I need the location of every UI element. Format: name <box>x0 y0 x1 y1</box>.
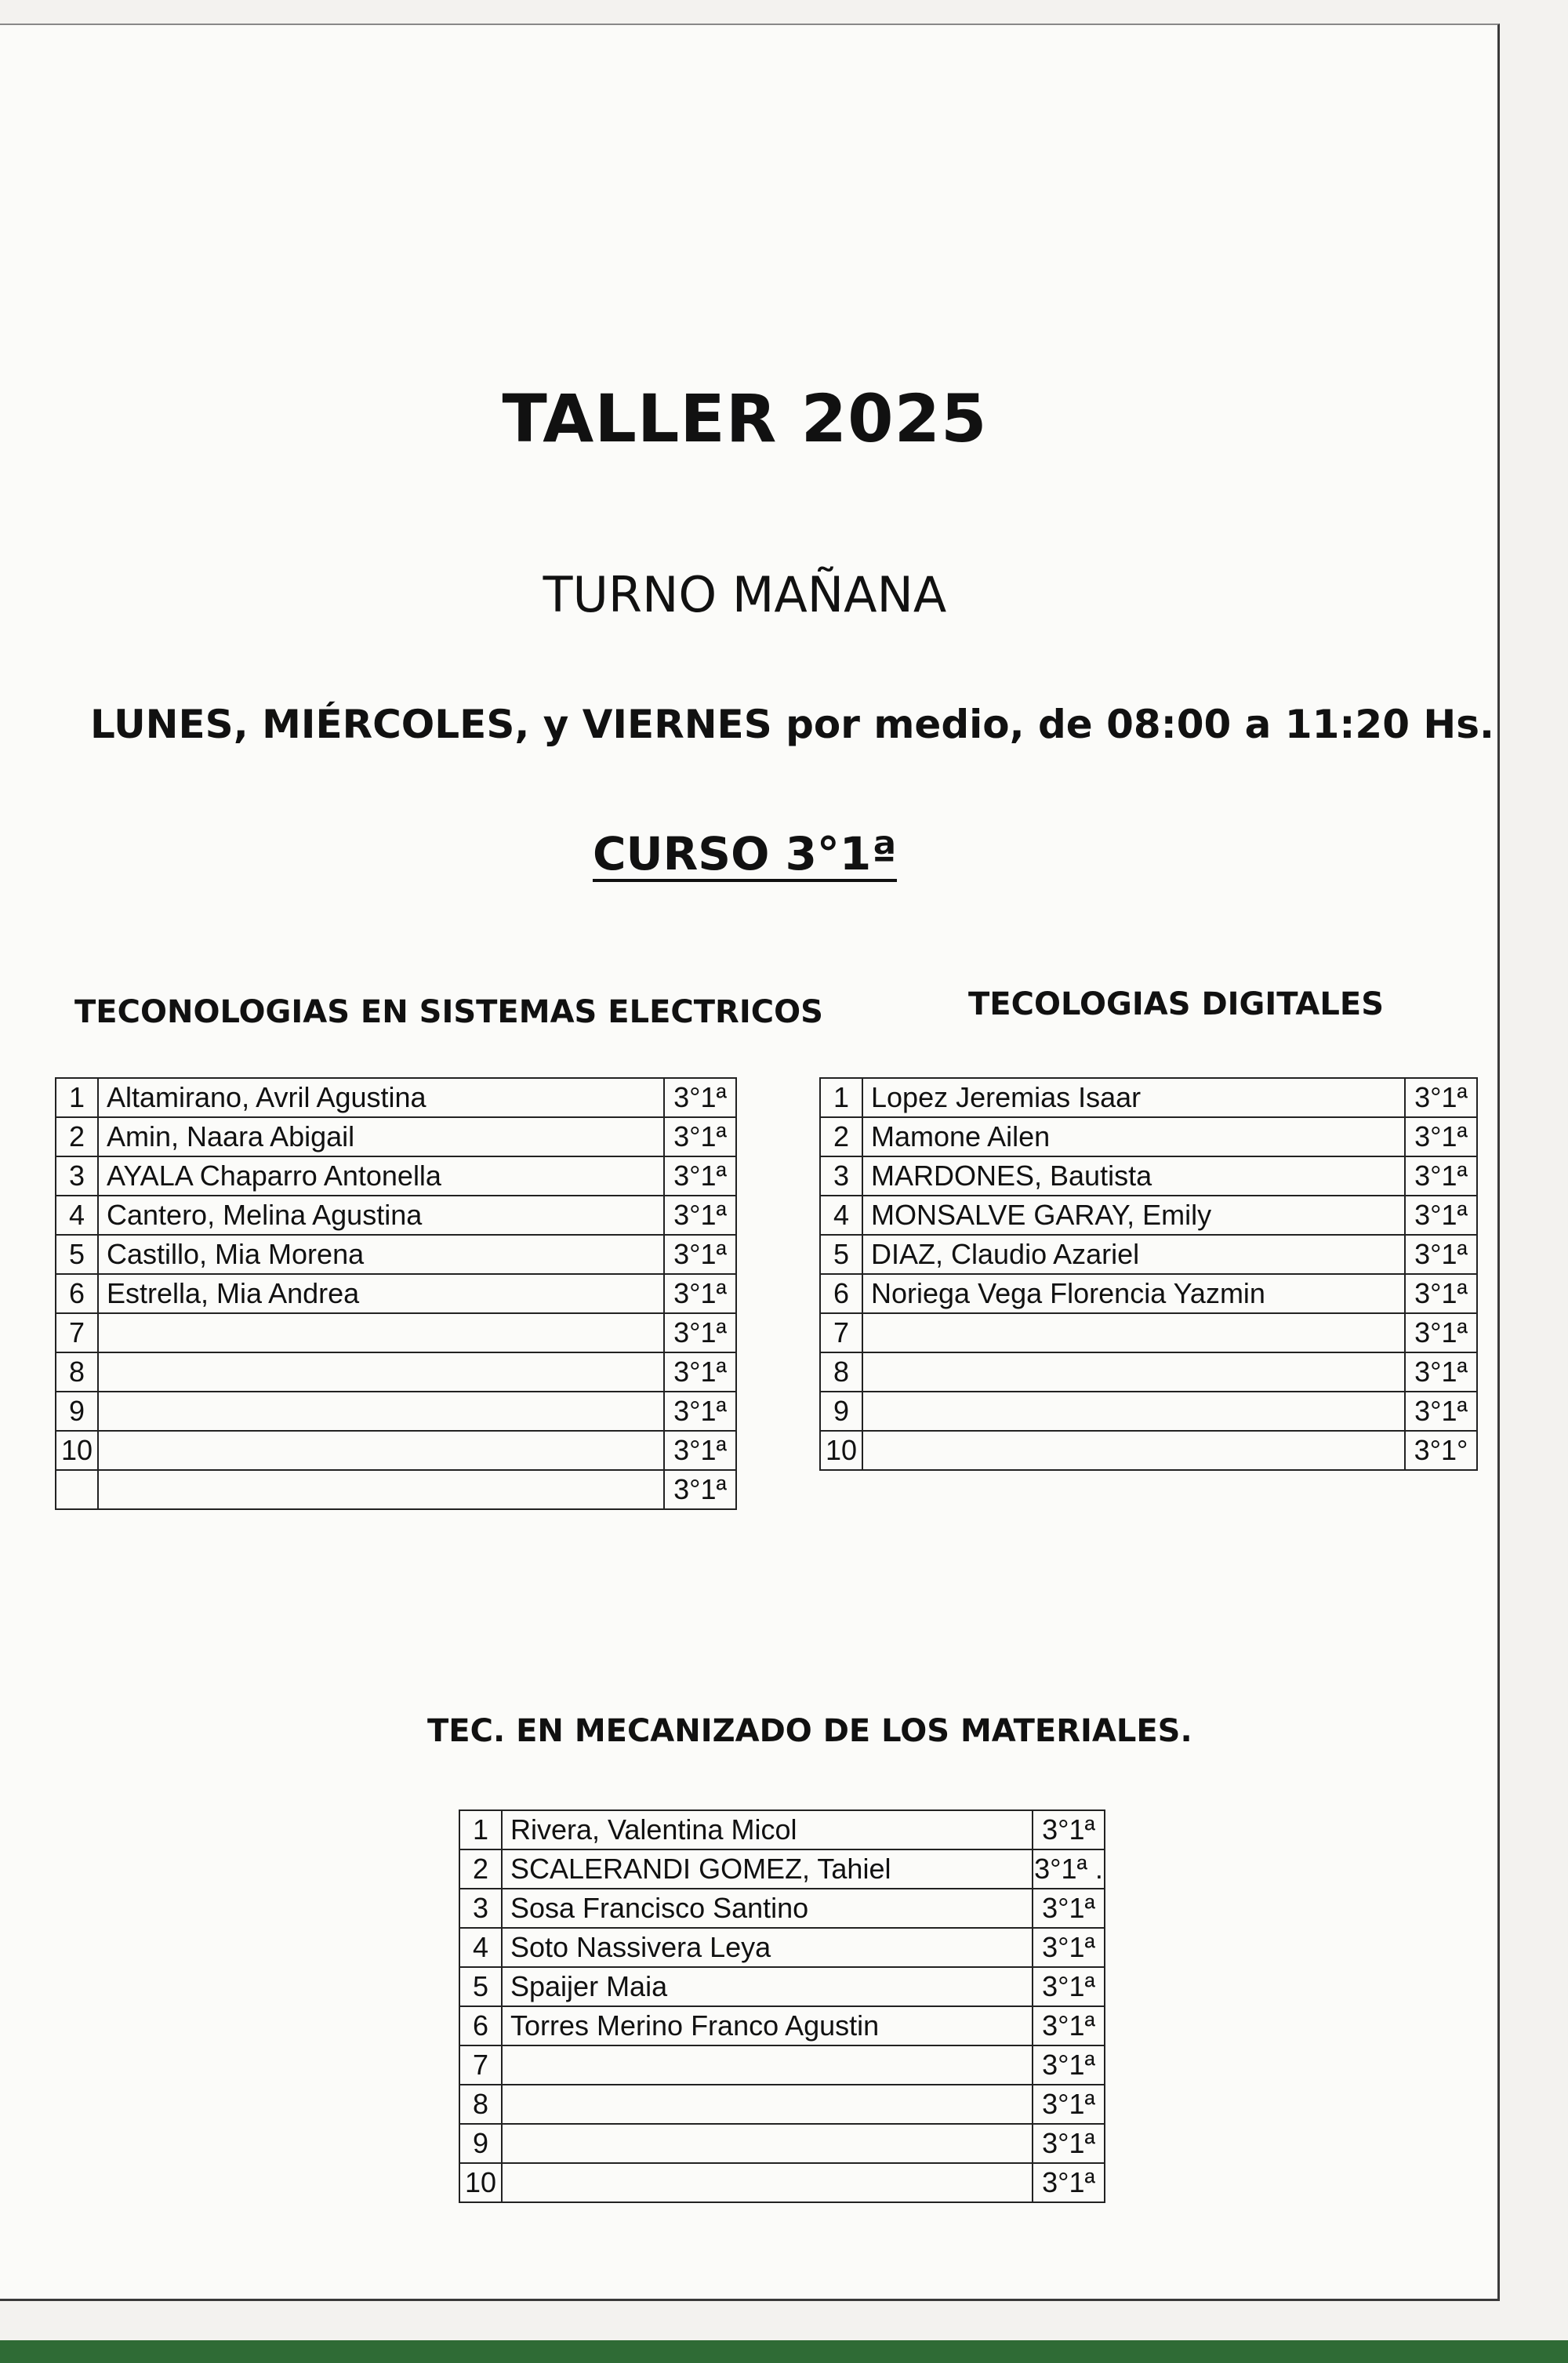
table-row <box>56 1078 736 1117</box>
course-code: 3°1ª <box>1405 1274 1477 1313</box>
table-row <box>459 2006 1105 2045</box>
roster-table-electric <box>55 1077 737 1510</box>
row-number: 4 <box>820 1196 862 1235</box>
course-code: 3°1ª <box>664 1274 736 1313</box>
table-row <box>459 2163 1105 2202</box>
student-name: AYALA Chaparro Antonella <box>98 1156 664 1196</box>
course-code: 3°1ª <box>664 1470 736 1509</box>
student-name <box>862 1352 1405 1392</box>
student-name <box>98 1431 664 1470</box>
roster-table-digital <box>819 1077 1478 1471</box>
table-row <box>56 1156 736 1196</box>
course-heading-text: CURSO 3°1ª <box>592 827 898 880</box>
row-number: 10 <box>820 1431 862 1470</box>
student-name <box>862 1392 1405 1431</box>
course-heading <box>0 827 1490 880</box>
row-number: 5 <box>820 1235 862 1274</box>
row-number: 2 <box>56 1117 98 1156</box>
course-code: 3°1ª <box>1033 1810 1105 1849</box>
student-name: Altamirano, Avril Agustina <box>98 1078 664 1117</box>
table-row <box>56 1313 736 1352</box>
table-row <box>56 1470 736 1509</box>
course-code: 3°1ª <box>664 1156 736 1196</box>
roster-table-machining <box>459 1809 1105 2203</box>
course-code: 3°1ª <box>1033 2045 1105 2085</box>
row-number: 1 <box>56 1078 98 1117</box>
course-code: 3°1ª <box>664 1117 736 1156</box>
table-row <box>459 1810 1105 1849</box>
student-name: Cantero, Melina Agustina <box>98 1196 664 1235</box>
table-row <box>56 1352 736 1392</box>
student-name <box>502 2163 1033 2202</box>
row-number: 6 <box>459 2006 502 2045</box>
student-name: Lopez Jeremias Isaar <box>862 1078 1405 1117</box>
table-row <box>56 1431 736 1470</box>
table-row <box>459 1928 1105 1967</box>
course-code: 3°1ª <box>1405 1117 1477 1156</box>
table-row <box>56 1196 736 1235</box>
table-row <box>56 1117 736 1156</box>
table-row <box>459 2085 1105 2124</box>
background-strip <box>0 2340 1568 2363</box>
student-name: DIAZ, Claudio Azariel <box>862 1235 1405 1274</box>
course-code: 3°1ª <box>1405 1352 1477 1392</box>
course-code: 3°1ª <box>1405 1156 1477 1196</box>
row-number: 6 <box>820 1274 862 1313</box>
row-number: 7 <box>56 1313 98 1352</box>
course-code: 3°1ª <box>1033 2085 1105 2124</box>
course-code: 3°1ª <box>664 1078 736 1117</box>
course-code: 3°1° <box>1405 1431 1477 1470</box>
row-number: 2 <box>820 1117 862 1156</box>
row-number: 1 <box>459 1810 502 1849</box>
row-number: 8 <box>459 2085 502 2124</box>
row-number: 9 <box>820 1392 862 1431</box>
course-code: 3°1ª <box>1033 2163 1105 2202</box>
table-row <box>820 1313 1477 1352</box>
course-code: 3°1ª <box>1405 1196 1477 1235</box>
student-name: Sosa Francisco Santino <box>502 1889 1033 1928</box>
student-name: Torres Merino Franco Agustin <box>502 2006 1033 2045</box>
course-code: 3°1ª . <box>1033 1849 1105 1889</box>
row-number: 8 <box>56 1352 98 1392</box>
table-row <box>459 1849 1105 1889</box>
row-number: 5 <box>56 1235 98 1274</box>
course-code: 3°1ª <box>664 1431 736 1470</box>
table-row <box>820 1352 1477 1392</box>
row-number: 8 <box>820 1352 862 1392</box>
student-name: MONSALVE GARAY, Emily <box>862 1196 1405 1235</box>
course-code: 3°1ª <box>664 1235 736 1274</box>
student-name: Noriega Vega Florencia Yazmin <box>862 1274 1405 1313</box>
row-number: 7 <box>820 1313 862 1352</box>
student-name: Spaijer Maia <box>502 1967 1033 2006</box>
student-name <box>98 1352 664 1392</box>
student-name <box>502 2124 1033 2163</box>
section-title-machining: TEC. EN MECANIZADO DE LOS MATERIALES. <box>427 1713 1192 1749</box>
student-name <box>98 1313 664 1352</box>
table-row <box>459 2124 1105 2163</box>
student-name <box>502 2085 1033 2124</box>
row-number: 4 <box>56 1196 98 1235</box>
student-name: Mamone Ailen <box>862 1117 1405 1156</box>
table-row <box>820 1196 1477 1235</box>
document-title: TALLER 2025 <box>502 380 988 457</box>
student-name <box>98 1470 664 1509</box>
shift-heading: TURNO MAÑANA <box>543 566 947 623</box>
row-number: 10 <box>56 1431 98 1470</box>
table-row <box>820 1431 1477 1470</box>
table-row <box>459 2045 1105 2085</box>
student-name: Castillo, Mia Morena <box>98 1235 664 1274</box>
table-row <box>820 1392 1477 1431</box>
course-code: 3°1ª <box>1033 2006 1105 2045</box>
table-row <box>820 1274 1477 1313</box>
row-number: 6 <box>56 1274 98 1313</box>
schedule-line: LUNES, MIÉRCOLES, y VIERNES por medio, de 08:00 a 11:20 Hs. <box>90 702 1494 747</box>
row-number <box>56 1470 98 1509</box>
course-code: 3°1ª <box>664 1313 736 1352</box>
student-name: SCALERANDI GOMEZ, Tahiel <box>502 1849 1033 1889</box>
row-number: 4 <box>459 1928 502 1967</box>
table-row <box>820 1078 1477 1117</box>
row-number: 3 <box>820 1156 862 1196</box>
table-row <box>459 1967 1105 2006</box>
course-code: 3°1ª <box>1033 1889 1105 1928</box>
course-code: 3°1ª <box>1405 1078 1477 1117</box>
student-name: Estrella, Mia Andrea <box>98 1274 664 1313</box>
student-name <box>502 2045 1033 2085</box>
row-number: 1 <box>820 1078 862 1117</box>
student-name: Amin, Naara Abigail <box>98 1117 664 1156</box>
course-code: 3°1ª <box>1405 1313 1477 1352</box>
row-number: 3 <box>56 1156 98 1196</box>
table-row <box>459 1889 1105 1928</box>
student-name: Rivera, Valentina Micol <box>502 1810 1033 1849</box>
student-name: MARDONES, Bautista <box>862 1156 1405 1196</box>
course-code: 3°1ª <box>664 1196 736 1235</box>
student-name <box>862 1431 1405 1470</box>
course-code: 3°1ª <box>1033 1967 1105 2006</box>
table-row <box>820 1235 1477 1274</box>
row-number: 7 <box>459 2045 502 2085</box>
table-row <box>820 1156 1477 1196</box>
section-title-electric: TECONOLOGIAS EN SISTEMAS ELECTRICOS <box>74 994 823 1030</box>
student-name <box>862 1313 1405 1352</box>
row-number: 2 <box>459 1849 502 1889</box>
table-row <box>56 1392 736 1431</box>
course-code: 3°1ª <box>664 1392 736 1431</box>
row-number: 10 <box>459 2163 502 2202</box>
student-name <box>98 1392 664 1431</box>
table-row <box>820 1117 1477 1156</box>
section-title-digital: TECOLOGIAS DIGITALES <box>968 986 1384 1022</box>
table-row <box>56 1274 736 1313</box>
row-number: 9 <box>459 2124 502 2163</box>
row-number: 5 <box>459 1967 502 2006</box>
course-code: 3°1ª <box>1405 1392 1477 1431</box>
table-row <box>56 1235 736 1274</box>
course-code: 3°1ª <box>1033 2124 1105 2163</box>
row-number: 3 <box>459 1889 502 1928</box>
row-number: 9 <box>56 1392 98 1431</box>
student-name: Soto Nassivera Leya <box>502 1928 1033 1967</box>
course-code: 3°1ª <box>1033 1928 1105 1967</box>
course-code: 3°1ª <box>664 1352 736 1392</box>
course-code: 3°1ª <box>1405 1235 1477 1274</box>
